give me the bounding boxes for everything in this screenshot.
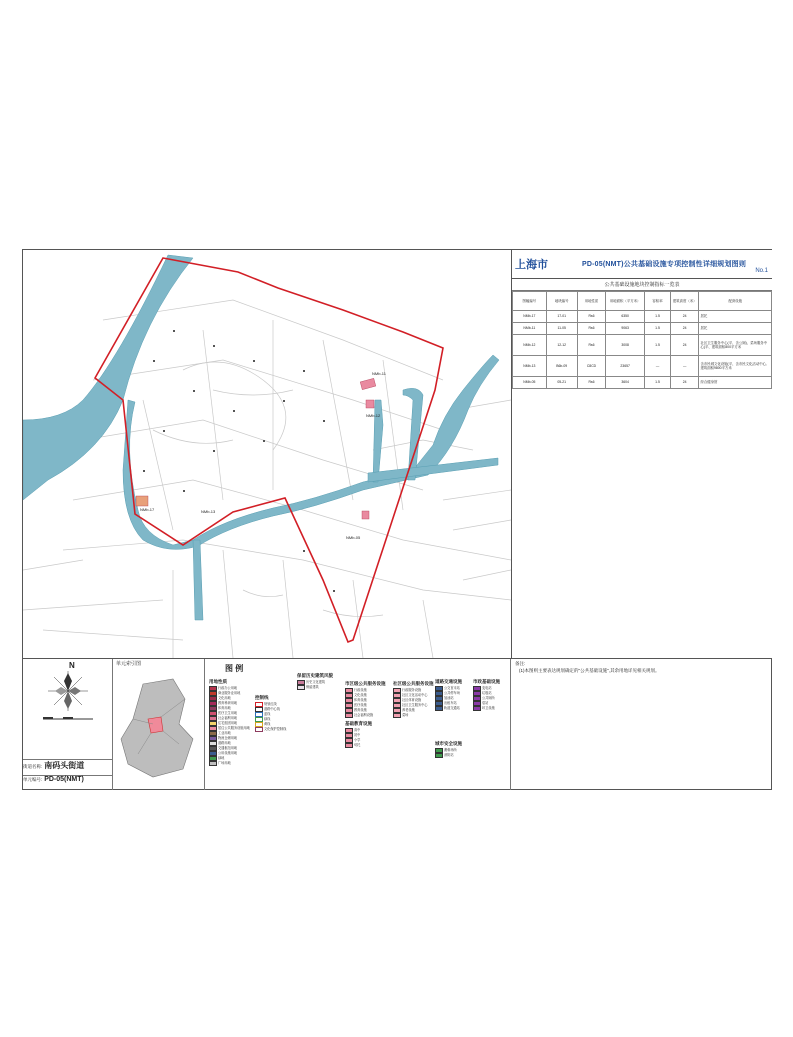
legend-item: 文化保护控制线 [264,727,287,731]
index-map-title: 单元索引图 [116,661,142,667]
table-cell: B6b-09 [546,356,577,377]
table-cell: NMb-12 [513,335,547,356]
label-nmb-12: NMb-12 [366,413,381,418]
table-cell: 24 [670,323,698,335]
table-header: 容积率 [645,292,671,311]
table-row [513,323,772,335]
legend-item: 住宅组团用地 [218,721,238,725]
label-nmb-11: NMb-11 [372,371,386,376]
legend-item: 避难场所 [444,748,457,752]
legend-item: 行政设施 [354,688,367,692]
table-cell: 12-12 [546,335,577,356]
legend-item: 环卫设施 [482,706,495,710]
compass-block [23,659,113,790]
table-cell: 居托 [699,311,772,323]
label-nmb-17: NMb-17 [140,507,155,512]
table-cell: 含市民城文化设施(平、含市民文化活动中心,建筑面积9800平方米 [699,356,772,377]
table-header: 图幅编号 [513,292,547,311]
legend-group-title: 用地性质 [209,679,227,684]
notes-block [511,659,771,790]
legend-item: 规划红线 [264,702,277,706]
legend-item: 医疗设施 [354,703,367,707]
table-cell: 11-05 [546,323,577,335]
legend-item: 绿地 [218,756,225,760]
table-cell: 社区卫生服务中心(平、含公厕)、菜场服务中心(平、建筑面积800平方米 [699,335,772,356]
legend-item: 公共厕所 [482,696,495,700]
table-cell: 17-01 [546,311,577,323]
plan-sheet [22,249,772,790]
table-cell: 6350 [606,311,645,323]
table-cell: 05-21 [546,377,577,389]
legend-group-title: 道路交通设施 [435,679,462,684]
legend-item: 商业服务业用地 [218,691,241,695]
table-cell: — [670,356,698,377]
legend-item: 保留建筑 [306,685,319,689]
table-cell: C8CD [577,356,605,377]
label-nmb-05: NMb-05 [346,535,361,540]
legend-item: 公交首末站 [444,686,460,690]
bottom-strip [23,658,771,790]
plot-nmb-17 [136,496,148,506]
legend-item: 初中 [354,733,361,737]
title-header [512,250,772,279]
legend-item: 社会福利设施 [354,713,374,717]
legend-item: 广场用地 [218,761,231,765]
table-header: 建筑高度（米） [670,292,698,311]
table-cell: 24 [670,335,698,356]
table-cell: Rs6 [577,311,605,323]
sheet-number: No.1 [755,268,768,274]
table-cell: NMb-11 [513,323,547,335]
legend-item: 养老设施 [402,708,415,712]
legend-block [205,659,511,790]
table-header: 用地性质 [577,292,605,311]
unit-code: PD-05(NMT) [44,776,84,783]
legend-item: 幼托 [354,743,361,747]
table-cell: 居托 [699,323,772,335]
legend-item: 黄线 [264,722,271,726]
table-cell: 1.5 [645,311,671,323]
legend-item: 文化用地 [218,696,231,700]
city-name: 上海市 [515,259,548,271]
legend-item: 社区体育设施 [402,698,422,702]
legend-item: 蓝线 [264,712,271,716]
legend-item: 高中 [354,728,361,732]
unit-label: 单元编号: [23,777,43,782]
legend-item: 医疗卫生用地 [218,711,238,715]
legend-group-title: 城市安全设施 [435,741,462,746]
legend-item: 消防站 [444,753,454,757]
label-nmb-13: NMb-13 [201,509,216,514]
table-row [513,311,772,323]
table-cell: Rs6 [577,377,605,389]
street-label: 街道名称: [23,764,43,769]
legend-item: 体育设施 [354,698,367,702]
legend-item: 道路用地 [218,741,231,745]
table-header: 用地面积（平方米） [606,292,645,311]
legend-group-title: 市区级公共服务设施 [345,681,386,686]
legend-item: 物流仓储用地 [218,736,238,740]
table-row [513,377,772,389]
legend-item: 历史文化建筑 [306,680,326,684]
north-label: N [69,661,75,670]
legend-group-title: 社区级公共服务设施 [393,681,434,686]
legend-item: 菜场 [402,713,409,717]
legend-item: 居住公共服务设施用地 [218,726,250,730]
legend-item: 工业用地 [218,731,231,735]
table-cell: 3604 [606,377,645,389]
table-cell: — [645,356,671,377]
legend-item: 绿线 [264,717,271,721]
table-header: 地块编号 [546,292,577,311]
legend-item: 社区文化活动中心 [402,693,428,697]
legend-item: 小学 [354,738,361,742]
table-cell: 9063 [606,323,645,335]
table-cell: NMb-13 [513,356,547,377]
legend-item: 变电站 [482,686,492,690]
legend-item: 体育用地 [218,706,231,710]
table-cell: 综合健身馆 [699,377,772,389]
table-cell: 24 [670,311,698,323]
legend-item: 教育科研用地 [218,701,238,705]
legend-item: 社会福利用地 [218,716,238,720]
legend-item: 泵站 [482,701,489,705]
table-cell: NMb-17 [513,311,547,323]
legend-item: 道路中心线 [264,707,280,711]
table-header-row [513,292,772,311]
plot-nmb-12 [366,400,374,408]
legend-item: 行政服务设施 [402,688,422,692]
legend-item: 加油站 [444,696,454,700]
legend-item: 轨道交通站 [444,706,460,710]
legend-item: 垃圾站 [482,691,492,695]
table-cell: 23657 [606,356,645,377]
plot-nmb-05 [362,511,369,519]
legend-item: 教育设施 [354,708,367,712]
street-row [23,759,113,771]
table-row [513,335,772,356]
legend-item: 公共停车场 [444,691,460,695]
legend-group-title: 市政基础设施 [473,679,500,684]
street-name: 南码头街道 [44,761,85,770]
table-cell: NMb-05 [513,377,547,389]
legend-item: 交通枢纽用地 [218,746,238,750]
legend-item: 文化设施 [354,693,367,697]
table-cell: 1.5 [645,323,671,335]
table-cell: Rs6 [577,323,605,335]
plan-title: PD-05(NMT)公共基础设施专项控制性详细规划图则 [582,261,747,268]
table-cell: 1.5 [645,335,671,356]
legend-item: 行政办公用地 [218,686,238,690]
table-cell: 1.5 [645,377,671,389]
legend-item: 社区卫生服务中心 [402,703,428,707]
unit-row [23,775,113,783]
index-map-block [113,659,205,790]
table-cell: 3008 [606,335,645,356]
table-cell: 24 [670,377,698,389]
title-panel [511,250,772,658]
legend-item: 出租车站 [444,701,457,705]
notes-text: (1)本图则主要表达规划确定的"公共基础设施",其余用地详见相关规划。 [519,668,660,673]
control-index-table [512,291,772,389]
legend-group-title: 基础教育设施 [345,721,372,726]
legend-group-title: 控制线 [255,695,269,700]
legend-item: 公用设施用地 [218,751,238,755]
table-row [513,356,772,377]
table-header: 配套设施 [699,292,772,311]
legend-title: 图 例 [225,664,244,673]
index-map [113,669,205,789]
table-title: 公共基础设施地块控制指标一览表 [512,279,772,291]
legend-group-title: 保留历史建筑风貌 [297,673,333,678]
map-canvas [23,250,511,658]
table-cell: Rs6 [577,335,605,356]
north-arrow-icon [23,659,113,729]
notes-head: 备注: [515,661,526,666]
